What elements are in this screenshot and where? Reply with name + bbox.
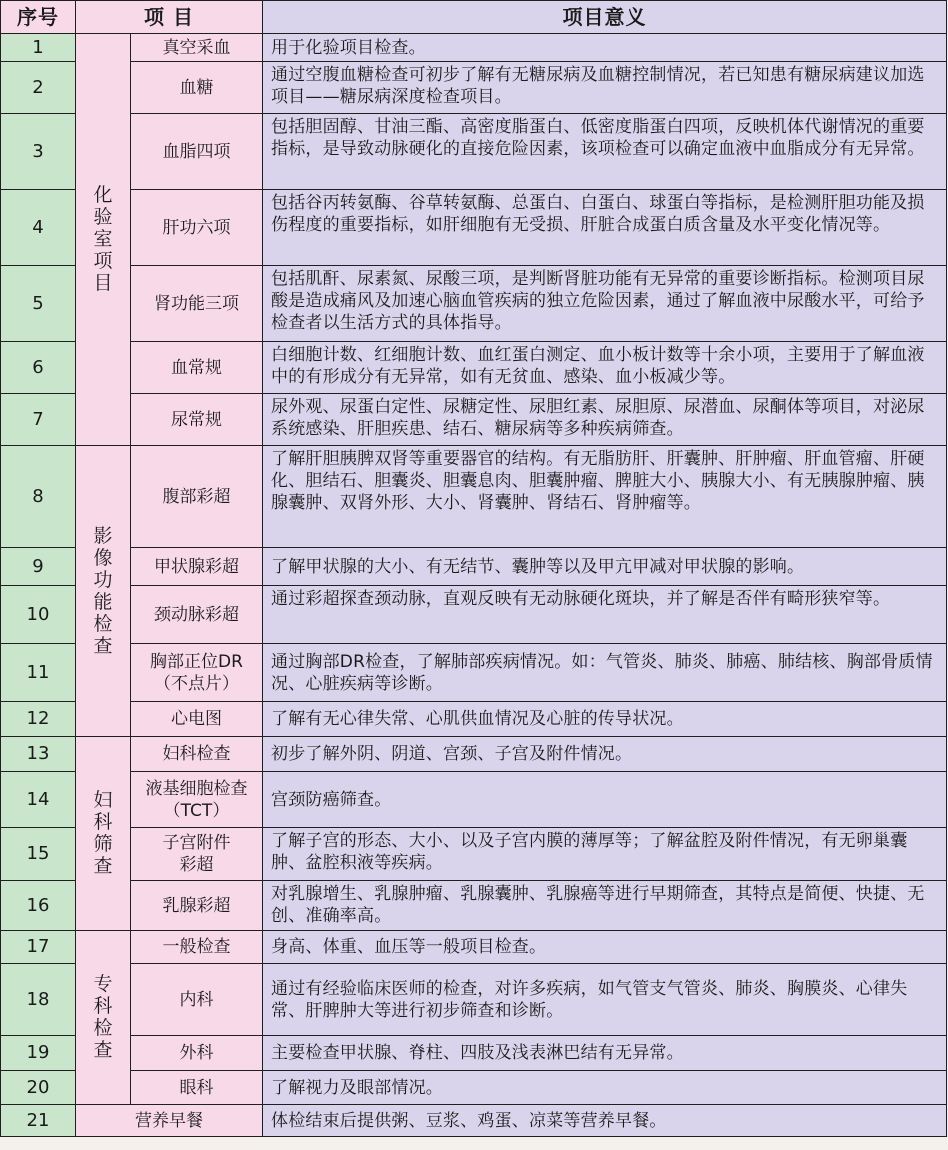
table-row [1, 828, 947, 881]
item-name: 肾功能三项 [131, 266, 263, 342]
table-row [1, 702, 947, 737]
item-name: 腹部彩超 [131, 446, 263, 548]
table-row [1, 737, 947, 772]
table-row [1, 114, 947, 190]
item-name [131, 644, 263, 702]
item-description: 了解子宫的形态、大小、以及子宫内膜的薄厚等；了解盆腔及附件情况，有无卵巢囊肿、盆腔积液等疾病。 [263, 828, 947, 881]
table-row [1, 1105, 947, 1137]
item-name: 乳腺彩超 [131, 881, 263, 931]
table-row [1, 772, 947, 828]
row-number: 8 [1, 446, 76, 548]
item-description: 白细胞计数、红细胞计数、血红蛋白测定、血小板计数等十余小项，主要用于了解血液中的有形成分有无异常，如有无贫血、感染、血小板减少等。 [263, 342, 947, 394]
item-description: 通过胸部DR检查，了解肺部疾病情况。如：气管炎、肺炎、肺癌、肺结核、胸部骨质情况、心脏疾病等诊断。 [263, 644, 947, 702]
table-row [1, 881, 947, 931]
item-description: 主要检查甲状腺、脊柱、四肢及浅表淋巴结有无异常。 [263, 1036, 947, 1071]
item-description: 用于化验项目检查。 [263, 34, 947, 62]
table-row [1, 1036, 947, 1071]
item-name: 血脂四项 [131, 114, 263, 190]
category-imaging: 影像功能检查 [76, 446, 131, 737]
item-description: 了解视力及眼部情况。 [263, 1071, 947, 1105]
item-name: 颈动脉彩超 [131, 586, 263, 644]
item-name: 营养早餐 [76, 1105, 263, 1137]
table-row [1, 1071, 947, 1105]
item-name: 眼科 [131, 1071, 263, 1105]
item-name: 心电图 [131, 702, 263, 737]
item-name: 妇科检查 [131, 737, 263, 772]
item-description: 包括肌酐、尿素氮、尿酸三项，是判断肾脏功能有无异常的重要诊断指标。检测项目尿酸是造成痛风及加速心脑血管疾病的独立危险因素，通过了解血液中尿酸水平，可给予检查者以生活方式的具体指导。 [263, 266, 947, 342]
item-description: 包括胆固醇、甘油三酯、高密度脂蛋白、低密度脂蛋白四项，反映机体代谢情况的重要指标，是导致动脉硬化的直接危险因素，该项检查可以确定血液中血脂成分有无异常。 [263, 114, 947, 190]
table-row [1, 342, 947, 394]
row-number: 6 [1, 342, 76, 394]
row-number: 15 [1, 828, 76, 881]
table-header-row [1, 1, 947, 34]
category-special: 专科检查 [76, 931, 131, 1105]
item-description: 了解有无心律失常、心肌供血情况及心脏的传导状况。 [263, 702, 947, 737]
table-row [1, 586, 947, 644]
item-description: 身高、体重、血压等一般项目检查。 [263, 931, 947, 964]
row-number: 17 [1, 931, 76, 964]
item-name: 尿常规 [131, 394, 263, 446]
item-description: 了解甲状腺的大小、有无结节、囊肿等以及甲亢甲减对甲状腺的影响。 [263, 548, 947, 586]
item-name-line2: （TCT） [163, 800, 230, 821]
row-number: 1 [1, 34, 76, 62]
table-row [1, 931, 947, 964]
item-name: 一般检查 [131, 931, 263, 964]
row-number: 18 [1, 964, 76, 1036]
table-row [1, 62, 947, 114]
item-description: 通过彩超探查颈动脉，直观反映有无动脉硬化斑块，并了解是否伴有畸形狭窄等。 [263, 586, 947, 644]
item-name-line2: （不点片） [154, 673, 239, 694]
table-row [1, 446, 947, 548]
item-description: 宫颈防癌筛查。 [263, 772, 947, 828]
item-name-line1: 胸部正位DR [150, 651, 243, 672]
item-description: 体检结束后提供粥、豆浆、鸡蛋、凉菜等营养早餐。 [263, 1105, 947, 1137]
table-row [1, 548, 947, 586]
row-number: 19 [1, 1036, 76, 1071]
table-row [1, 34, 947, 62]
table-row [1, 644, 947, 702]
table-row [1, 964, 947, 1036]
row-number: 9 [1, 548, 76, 586]
item-description: 包括谷丙转氨酶、谷草转氨酶、总蛋白、白蛋白、球蛋白等指标，是检测肝胆功能及损伤程度的重要指标，如肝细胞有无受损、肝脏合成蛋白质含量及水平变化情况等。 [263, 190, 947, 266]
row-number: 11 [1, 644, 76, 702]
row-number: 4 [1, 190, 76, 266]
table-row [1, 394, 947, 446]
header-meaning: 项目意义 [263, 1, 947, 34]
item-description: 对乳腺增生、乳腺肿瘤、乳腺囊肿、乳腺癌等进行早期筛查，其特点是简便、快捷、无创、准确率高。 [263, 881, 947, 931]
table-row [1, 190, 947, 266]
header-item: 项 目 [76, 1, 263, 34]
category-gyn: 妇科筛查 [76, 737, 131, 931]
row-number: 7 [1, 394, 76, 446]
item-name: 甲状腺彩超 [131, 548, 263, 586]
item-name: 内科 [131, 964, 263, 1036]
item-name: 血常规 [131, 342, 263, 394]
row-number: 2 [1, 62, 76, 114]
row-number: 12 [1, 702, 76, 737]
row-number: 5 [1, 266, 76, 342]
row-number: 14 [1, 772, 76, 828]
item-name: 肝功六项 [131, 190, 263, 266]
item-description: 初步了解外阴、阴道、宫颈、子宫及附件情况。 [263, 737, 947, 772]
item-description: 通过空腹血糖检查可初步了解有无糖尿病及血糖控制情况，若已知患有糖尿病建议加选项目——糖尿病深度检查项目。 [263, 62, 947, 114]
item-name-line1: 子宫附件 [162, 833, 231, 853]
item-name: 真空采血 [131, 34, 263, 62]
item-name: 外科 [131, 1036, 263, 1071]
category-lab: 化验室项目 [76, 34, 131, 446]
item-name-line1: 液基细胞检查 [145, 778, 248, 799]
item-name [131, 828, 263, 881]
row-number: 13 [1, 737, 76, 772]
item-name-line2: 彩超 [179, 855, 214, 875]
table-row [1, 266, 947, 342]
header-no: 序号 [1, 1, 76, 34]
item-description: 尿外观、尿蛋白定性、尿糖定性、尿胆红素、尿胆原、尿潜血、尿酮体等项目，对泌尿系统感染、肝胆疾患、结石、糖尿病等多种疾病筛查。 [263, 394, 947, 446]
item-description: 了解肝胆胰脾双肾等重要器官的结构。有无脂肪肝、肝囊肿、肝肿瘤、肝血管瘤、肝硬化、胆结石、胆囊炎、胆囊息肉、胆囊肿瘤、脾脏大小、胰腺大小、有无胰腺肿瘤、胰腺囊肿、双肾外形、大小、肾囊肿、肾结石、肾肿瘤等。 [263, 446, 947, 548]
row-number: 16 [1, 881, 76, 931]
item-name [131, 772, 263, 828]
row-number: 20 [1, 1071, 76, 1105]
item-name: 血糖 [131, 62, 263, 114]
row-number: 10 [1, 586, 76, 644]
row-number: 21 [1, 1105, 76, 1137]
row-number: 3 [1, 114, 76, 190]
item-description: 通过有经验临床医师的检查，对许多疾病，如气管支气管炎、肺炎、胸膜炎、心律失常、肝脾肿大等进行初步筛查和诊断。 [263, 964, 947, 1036]
